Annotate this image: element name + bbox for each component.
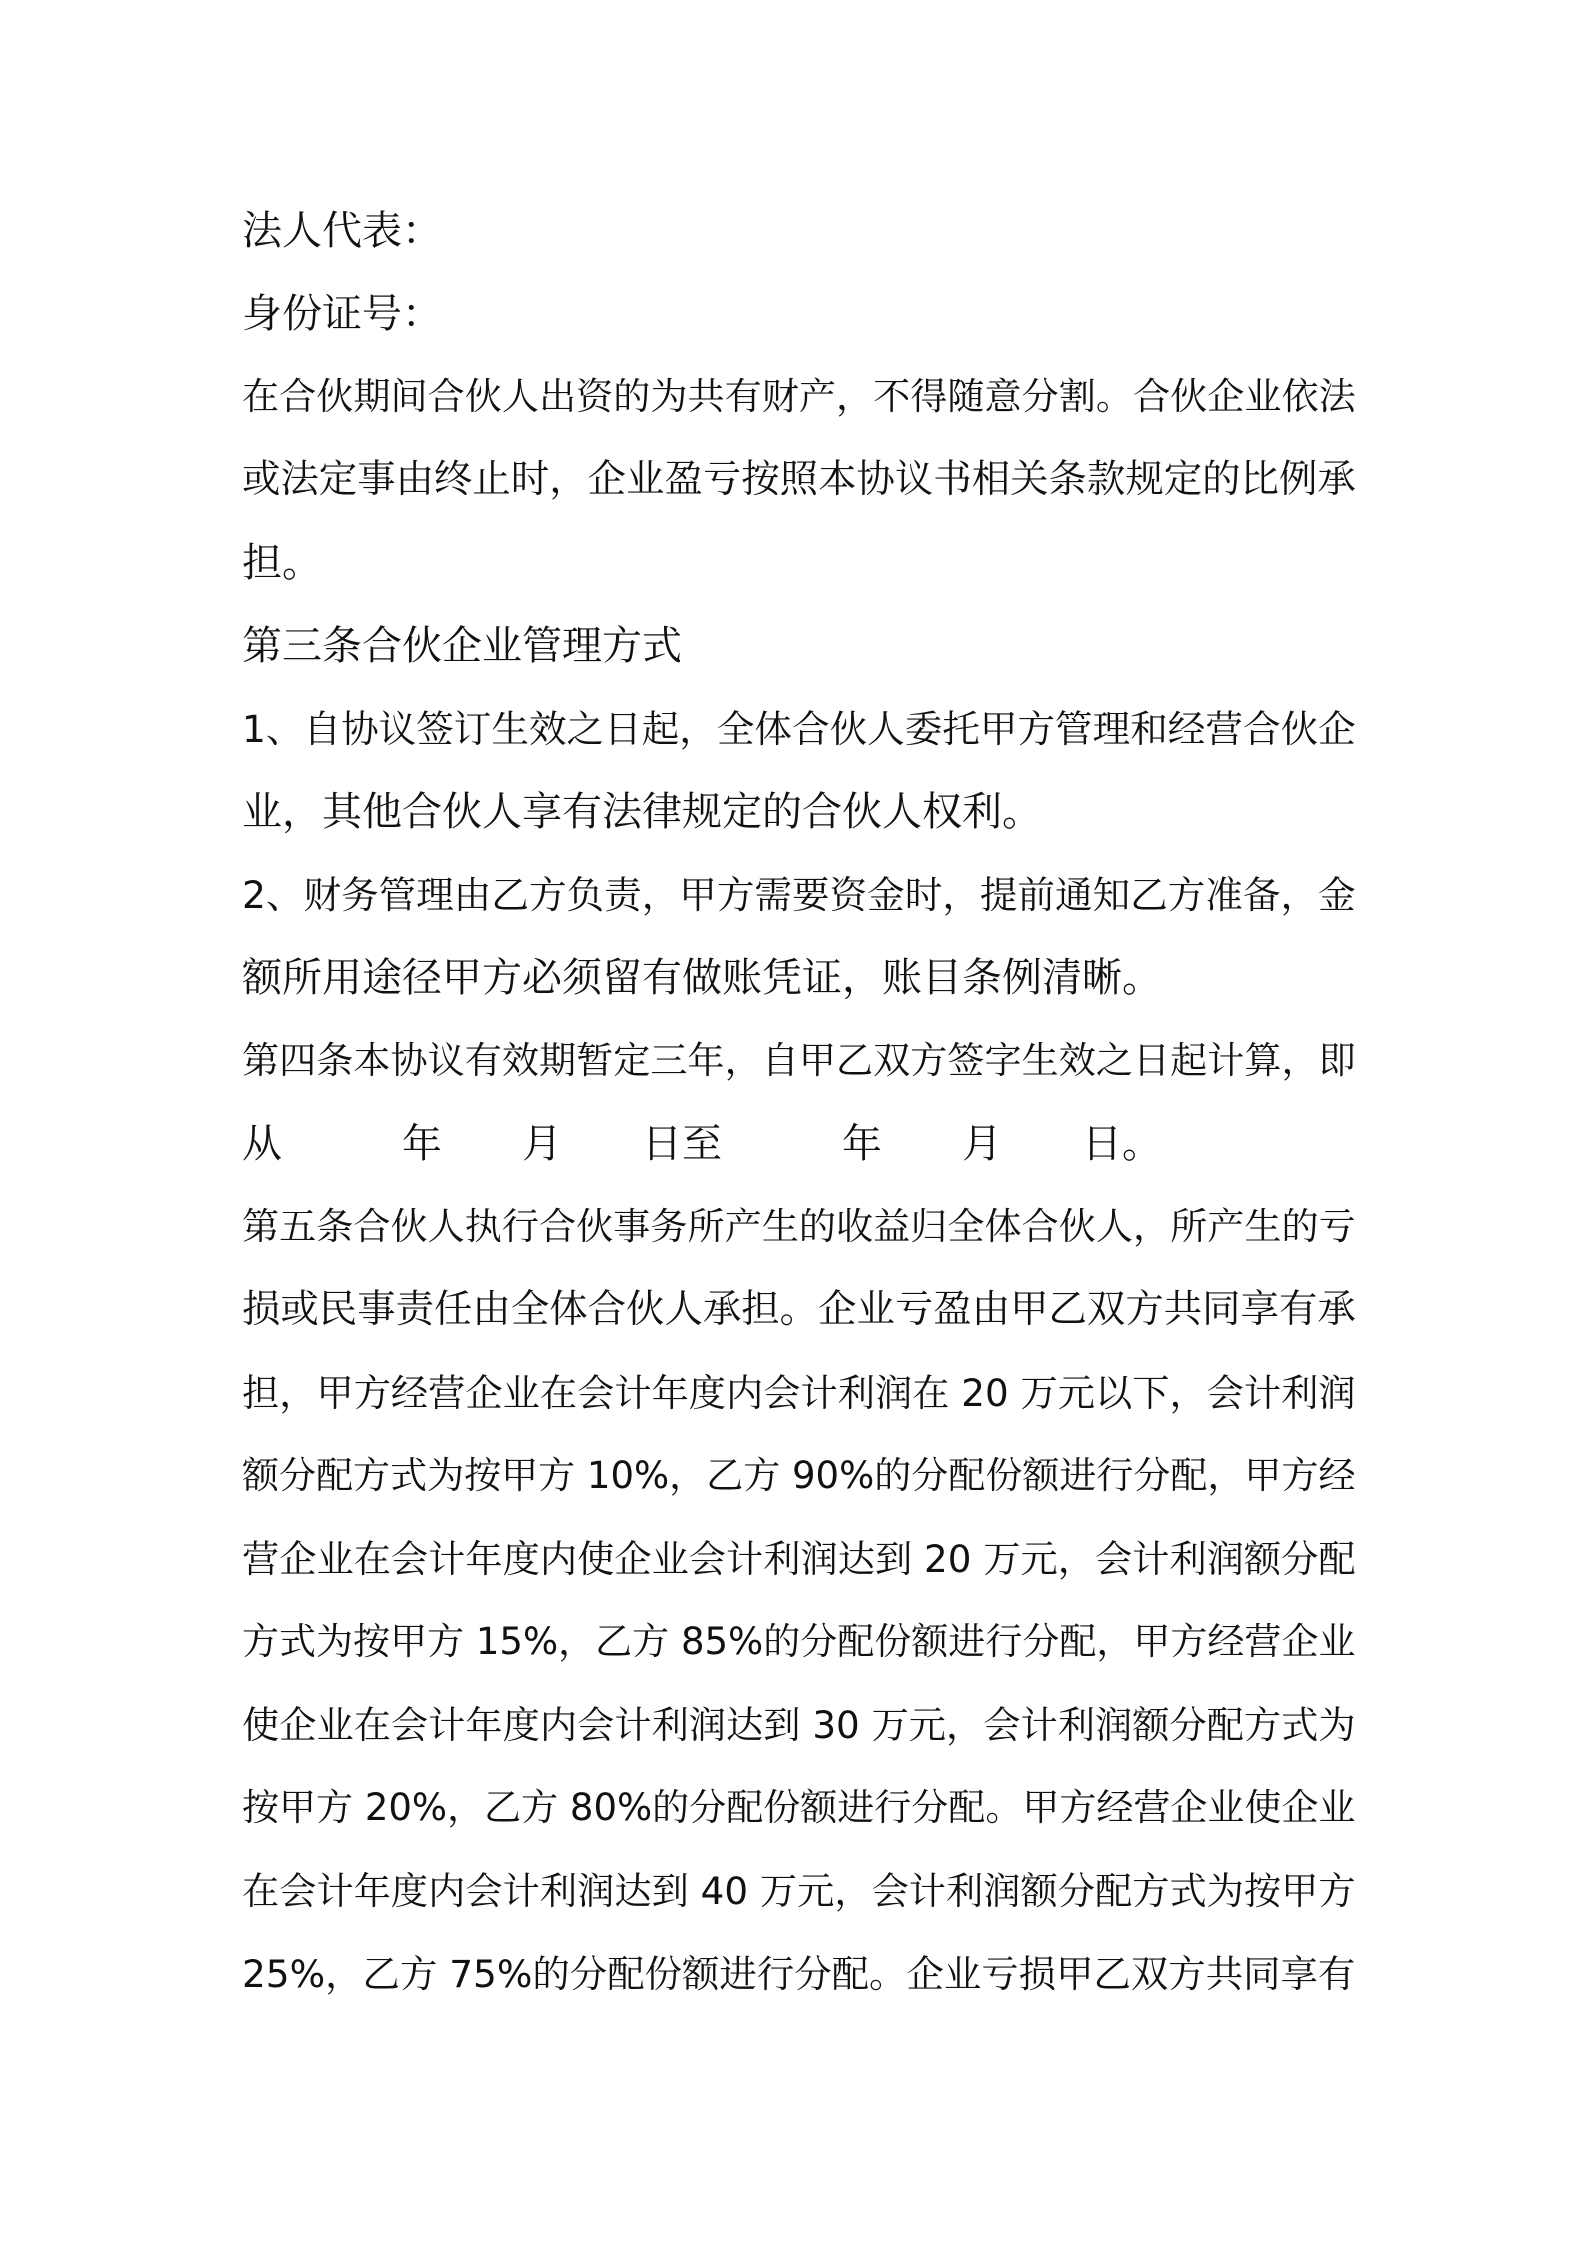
paragraph-line bbox=[242, 372, 1356, 422]
paragraph-line bbox=[242, 455, 1356, 505]
paragraph-line bbox=[242, 538, 322, 588]
line-id-number bbox=[242, 289, 442, 339]
article-5-line bbox=[242, 1202, 1356, 1252]
text: 第四条本协议有效期暂定三年，自甲乙双方签字生效之日起计算，即 bbox=[242, 1039, 1356, 1082]
paragraph-line bbox=[242, 704, 1356, 754]
text: 方式为按甲方 15%，乙方 85%的分配份额进行分配，甲方经营企业 bbox=[242, 1620, 1356, 1663]
text: 使企业在会计年度内会计利润达到 30 万元，会计利润额分配方式为 bbox=[242, 1703, 1356, 1747]
paragraph-line bbox=[242, 1700, 1356, 1750]
text: 额所用途径甲方必须留有做账凭证，账目条例清晰。 bbox=[242, 955, 1162, 1001]
paragraph-line bbox=[242, 1368, 1356, 1418]
text: 按甲方 20%，乙方 80%的分配份额进行分配。甲方经营企业使企业 bbox=[242, 1786, 1356, 1829]
text: 损或民事责任由全体合伙人承担。企业亏盈由甲乙双方共同享有承 bbox=[242, 1287, 1356, 1332]
paragraph-line bbox=[242, 870, 1356, 920]
text: 营企业在会计年度内使企业会计利润达到 20 万元，会计利润额分配 bbox=[242, 1537, 1356, 1581]
text: 或法定事由终止时，企业盈亏按照本协议书相关条款规定的比例承 bbox=[242, 457, 1356, 502]
paragraph-line bbox=[242, 1949, 1355, 1999]
text: 身份证号： bbox=[242, 291, 442, 337]
text: 担。 bbox=[242, 540, 322, 586]
text: 25%，乙方 75%的分配份额进行分配。企业亏损甲乙双方共同享有 bbox=[242, 1952, 1356, 1996]
paragraph-line bbox=[242, 953, 1162, 1003]
text: 在会计年度内会计利润达到 40 万元，会计利润额分配方式为按甲方 bbox=[242, 1869, 1356, 1913]
text: 第三条合伙企业管理方式 bbox=[242, 623, 682, 669]
paragraph-line bbox=[242, 1285, 1356, 1335]
line-legal-representative bbox=[242, 206, 442, 256]
text: 法人代表： bbox=[242, 208, 442, 254]
article-3-heading bbox=[242, 621, 682, 671]
text: 担，甲方经营企业在会计年度内会计利润在 20 万元以下，会计利润 bbox=[242, 1371, 1356, 1415]
text: 2、财务管理由乙方负责，甲方需要资金时，提前通知乙方准备，金 bbox=[242, 873, 1356, 917]
text: 1、自协议签订生效之日起，全体合伙人委托甲方管理和经营合伙企 bbox=[242, 707, 1356, 751]
text: 从 年 月 日至 年 月 日。 bbox=[242, 1121, 1162, 1167]
article-4-line bbox=[242, 1036, 1356, 1086]
text: 额分配方式为按甲方 10%，乙方 90%的分配份额进行分配，甲方经 bbox=[242, 1454, 1356, 1497]
text: 在合伙期间合伙人出资的为共有财产，不得随意分割。合伙企业依法 bbox=[242, 375, 1356, 418]
text: 业，其他合伙人享有法律规定的合伙人权利。 bbox=[242, 789, 1042, 835]
paragraph-line bbox=[242, 1617, 1355, 1667]
paragraph-line bbox=[242, 1866, 1356, 1916]
paragraph-line bbox=[242, 1451, 1355, 1501]
paragraph-line bbox=[242, 1783, 1355, 1833]
paragraph-line bbox=[242, 1534, 1356, 1584]
date-range-line bbox=[242, 1119, 1162, 1169]
text: 第五条合伙人执行合伙事务所产生的收益归全体合伙人，所产生的亏 bbox=[242, 1205, 1356, 1248]
paragraph-line bbox=[242, 787, 1042, 837]
